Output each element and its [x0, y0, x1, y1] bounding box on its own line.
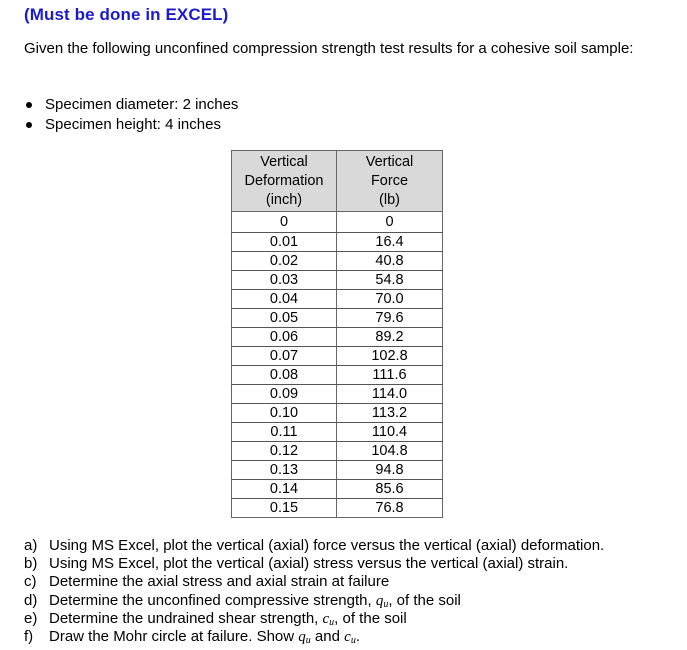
force-cell: 104.8: [337, 442, 443, 461]
question-text-end: , of the soil: [334, 609, 407, 627]
bullet-icon: [26, 102, 32, 108]
header-line: Deformation: [244, 172, 324, 189]
deformation-cell: 0.11: [232, 423, 337, 442]
question-text-mid: and: [310, 627, 345, 645]
table-row: [232, 271, 443, 290]
table-row: [232, 347, 443, 366]
symbol-qu: $q_u$: [375, 592, 389, 610]
page-title: (Must be done in EXCEL): [24, 5, 229, 24]
header-line: (inch): [265, 191, 303, 208]
question-label: a): [24, 537, 38, 554]
bullet-text: Specimen height: 4 inches: [45, 116, 221, 133]
question-e: [24, 610, 604, 628]
question-text: Using MS Excel, plot the vertical (axial) force versus the vertical (axial) deformation.: [49, 537, 605, 554]
table-row: [232, 366, 443, 385]
symbol-qu: $q_u$: [298, 628, 311, 646]
table-row: [232, 461, 443, 480]
deformation-cell: 0.12: [232, 442, 337, 461]
force-cell: 0: [337, 212, 443, 233]
question-d: [24, 592, 604, 610]
question-label: e): [24, 609, 38, 627]
table-row: [232, 212, 443, 233]
intro-paragraph: Given the following unconfined compression strength test results for a cohesive soil sample:: [24, 40, 634, 57]
question-text: Determine the undrained shear strength,: [49, 609, 323, 627]
force-cell: 85.6: [337, 480, 443, 499]
question-list: [24, 537, 604, 646]
deformation-cell: 0.03: [232, 271, 337, 290]
deformation-cell: 0.07: [232, 347, 337, 366]
force-cell: 114.0: [337, 385, 443, 404]
table-row: [232, 328, 443, 347]
question-label: b): [24, 555, 38, 573]
question-c: [24, 573, 604, 591]
question-text-end: , of the soil: [388, 591, 461, 609]
force-cell: 89.2: [337, 328, 443, 347]
question-text: Determine the axial stress and axial strain at failure: [49, 573, 390, 591]
deformation-cell: 0.04: [232, 290, 337, 309]
table-row: [232, 404, 443, 423]
deformation-cell: 0.08: [232, 366, 337, 385]
bullet-text: Specimen diameter: 2 inches: [45, 96, 239, 113]
question-a: [24, 537, 604, 555]
force-cell: 110.4: [337, 423, 443, 442]
question-b: [24, 555, 604, 573]
header-line: Vertical: [365, 153, 414, 170]
question-text: Draw the Mohr circle at failure. Show: [49, 627, 299, 645]
table-row: [232, 290, 443, 309]
header-line: (lb): [379, 191, 400, 208]
header-line: Force: [370, 172, 409, 189]
deformation-cell: 0.15: [232, 499, 337, 518]
question-label: c): [24, 573, 37, 591]
deformation-cell: 0.10: [232, 404, 337, 423]
force-cell: 94.8: [337, 461, 443, 480]
force-cell: 79.6: [337, 309, 443, 328]
question-label: f): [24, 627, 34, 645]
question-text-end: .: [355, 627, 360, 645]
deformation-cell: 0.01: [232, 233, 337, 252]
question-label: d): [24, 591, 38, 609]
table-row: [232, 233, 443, 252]
table-body: [232, 212, 443, 518]
deformation-cell: 0: [232, 212, 337, 233]
table-row: [232, 499, 443, 518]
symbol-cu: $c_u$: [322, 610, 335, 628]
question-text: Determine the unconfined compressive strength,: [49, 591, 376, 609]
deformation-cell: 0.14: [232, 480, 337, 499]
force-cell: 16.4: [337, 233, 443, 252]
table-row: [232, 385, 443, 404]
question-f: [24, 628, 604, 646]
header-vertical-deformation: [232, 151, 337, 212]
data-table: [231, 150, 443, 518]
deformation-cell: 0.05: [232, 309, 337, 328]
list-item: [24, 95, 238, 115]
question-text: Using MS Excel, plot the vertical (axial) stress versus the vertical (axial) strain.: [49, 555, 569, 573]
force-cell: 102.8: [337, 347, 443, 366]
specimen-list: [24, 95, 238, 135]
deformation-cell: 0.09: [232, 385, 337, 404]
table-row: [232, 309, 443, 328]
force-cell: 111.6: [337, 366, 443, 385]
force-cell: 54.8: [337, 271, 443, 290]
table-header-row: [232, 151, 443, 212]
force-cell: 76.8: [337, 499, 443, 518]
table-row: [232, 423, 443, 442]
deformation-cell: 0.13: [232, 461, 337, 480]
deformation-cell: 0.02: [232, 252, 337, 271]
table-row: [232, 442, 443, 461]
force-cell: 113.2: [337, 404, 443, 423]
list-item: [24, 115, 238, 135]
force-cell: 40.8: [337, 252, 443, 271]
table-row: [232, 480, 443, 499]
bullet-icon: [26, 122, 32, 128]
header-vertical-force: [337, 151, 443, 212]
deformation-cell: 0.06: [232, 328, 337, 347]
header-line: Vertical: [260, 153, 308, 170]
symbol-cu: $c_u$: [344, 628, 356, 646]
table-row: [232, 252, 443, 271]
force-cell: 70.0: [337, 290, 443, 309]
